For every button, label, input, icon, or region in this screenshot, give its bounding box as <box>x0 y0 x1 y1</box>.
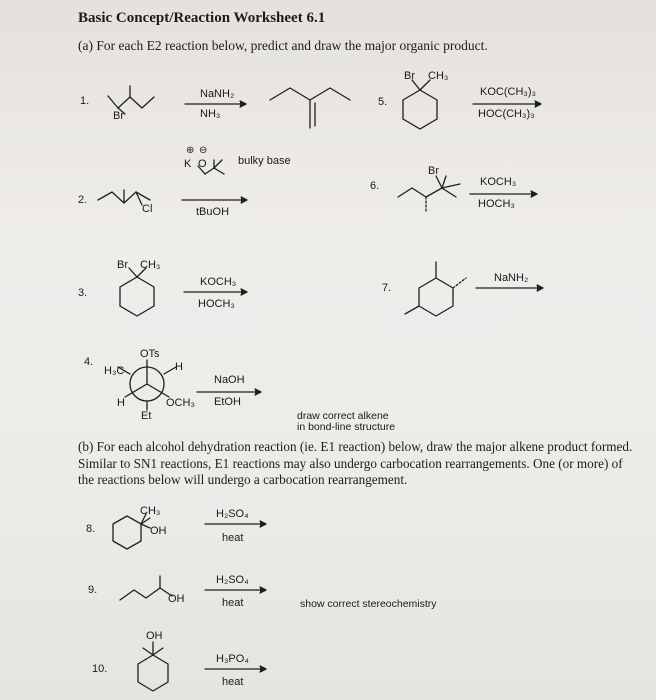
reagent-label: H₂SO₄ <box>216 574 249 586</box>
atom-label: Br <box>428 165 439 177</box>
atom-label: CH₃ <box>140 505 161 517</box>
reagent-label: NaOH <box>214 374 245 386</box>
atom-label: H <box>117 397 125 409</box>
reagent-label: bulky base <box>238 155 291 167</box>
reagent-label: heat <box>222 676 244 688</box>
problem-9-reactant <box>120 576 172 600</box>
instruction-note: draw correct alkene <box>297 410 389 422</box>
problem-number: 1. <box>80 95 90 107</box>
atom-label: Br <box>404 70 415 82</box>
reagent-label: NaNH₂ <box>494 272 529 284</box>
problem-number: 6. <box>370 180 380 192</box>
atom-label: H <box>175 361 183 373</box>
instruction-note: show correct stereochemistry <box>300 598 437 610</box>
atom-label: Et <box>141 410 152 422</box>
problem-5-reactant <box>403 80 437 129</box>
instruction-note: in bond-line structure <box>297 421 396 433</box>
atom-label: O <box>198 158 207 170</box>
problem-8-reactant <box>113 514 150 549</box>
reagent-label: NaNH₂ <box>200 88 235 100</box>
problem-number: 3. <box>78 287 88 299</box>
part-a-heading: (a) For each E2 reaction below, predict and draw the major organic product. <box>78 38 488 53</box>
problem-7-reactant <box>405 262 466 316</box>
reagent-label: tBuOH <box>196 206 230 218</box>
reagent-label: EtOH <box>214 396 241 408</box>
problem-number: 7. <box>382 282 392 294</box>
reagent-label: H₂SO₄ <box>216 508 249 520</box>
page-title: Basic Concept/Reaction Worksheet 6.1 <box>78 10 326 26</box>
problem-6-reactant <box>398 176 460 212</box>
problem-number: 9. <box>88 584 98 596</box>
reagent-label: KOCH₃ <box>200 276 237 288</box>
reagent-label: H₃PO₄ <box>216 653 249 665</box>
problem-number: 4. <box>84 356 94 368</box>
atom-label: OH <box>168 593 185 605</box>
atom-label: Br <box>117 259 128 271</box>
atom-label: Br <box>113 110 124 122</box>
atom-label: Cl <box>142 203 153 215</box>
reagent-label: HOC(CH₃)₃ <box>478 108 535 120</box>
atom-label: OTs <box>140 348 160 360</box>
part-b-heading: (b) For each alcohol dehydration reaction (ie. E1 reaction) below, draw the major alkene product formed. Similar to SN1 reactions, E1 reactions may also undergo carbocation rearrangements. One (or more) of the reactions below will undergo a carbocation rearrangement. <box>78 439 633 487</box>
problem-number: 2. <box>78 194 88 206</box>
atom-label: OH <box>146 630 163 642</box>
reagent-label: KOC(CH₃)₃ <box>480 86 537 98</box>
reagent-label: heat <box>222 532 244 544</box>
problem-number: 5. <box>378 96 388 108</box>
problem-number: 10. <box>92 663 108 675</box>
problem-number: 8. <box>86 523 96 535</box>
atom-label: CH₃ <box>428 70 449 82</box>
reagent-label: heat <box>222 597 244 609</box>
reagent-label: HOCH₃ <box>198 298 235 310</box>
atom-label: CH₃ <box>140 259 161 271</box>
reagent-label: HOCH₃ <box>478 198 515 210</box>
problem-10-reactant <box>138 642 168 691</box>
reagent-label: NH₃ <box>200 108 221 120</box>
atom-label: OCH₃ <box>166 397 195 409</box>
atom-label: OH <box>150 525 167 537</box>
atom-label: H₃C <box>104 365 125 377</box>
problem-1-product <box>270 88 350 128</box>
atom-label: K <box>184 158 192 170</box>
charge-label: ⊖ <box>199 145 208 156</box>
reagent-label: KOCH₃ <box>480 176 517 188</box>
problem-3-reactant <box>120 268 154 316</box>
charge-label: ⊕ <box>186 145 195 156</box>
